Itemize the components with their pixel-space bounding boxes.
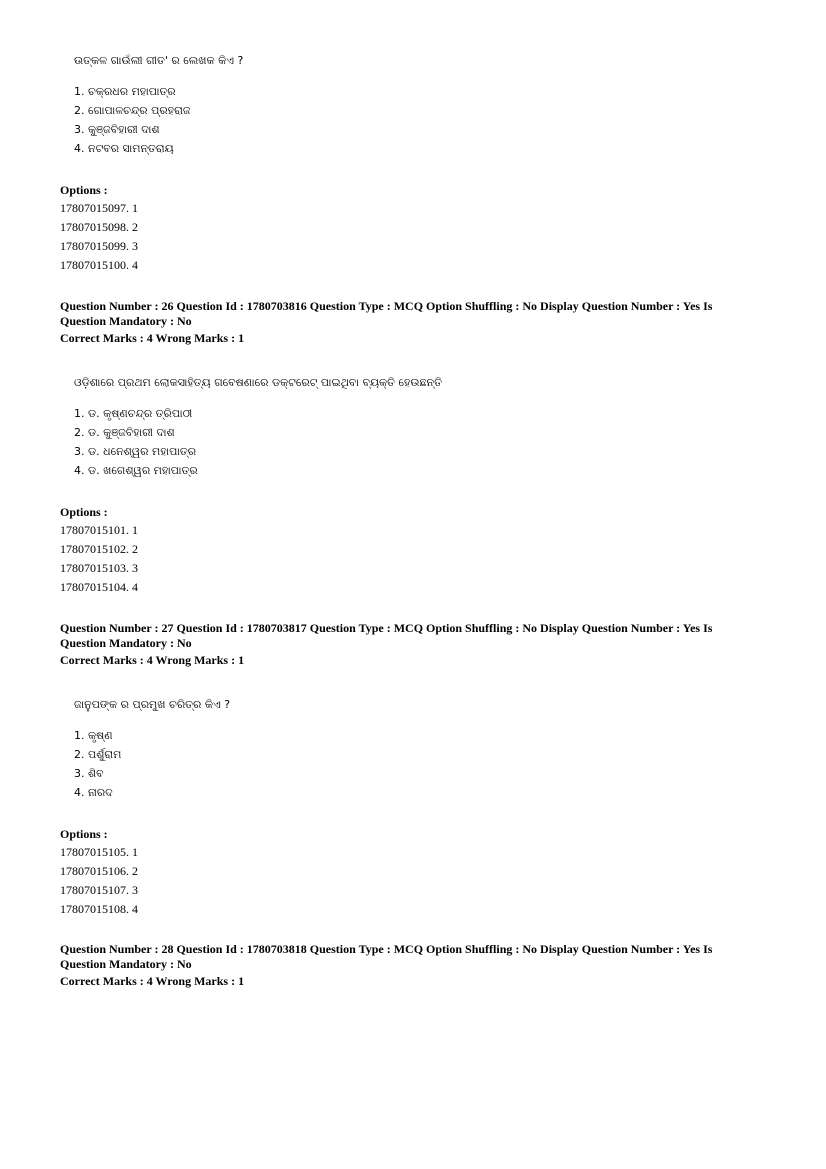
option-id-row: 17807015107. 3 xyxy=(60,883,138,897)
options-heading: Options : xyxy=(60,827,108,841)
option-id-row: 17807015105. 1 xyxy=(60,845,138,859)
choice-label: ପର୍ଶୁରାମ xyxy=(88,748,122,761)
question-meta-line: Question Number : 26 Question Id : 1780703816 Question Type : MCQ Option Shuffling : No Display Question Number : Yes Is xyxy=(60,299,713,313)
choice-item xyxy=(74,764,760,783)
question-text: ଜାନୁପଙ୍କ ର ପ୍ରମୁଖ ଚରିତ୍ର କିଏ ? xyxy=(74,698,231,711)
choice-item xyxy=(74,442,760,461)
option-id-row: 17807015103. 3 xyxy=(60,561,138,575)
question-text: ଓଡ଼ିଶାରେ ପ୍ରଥମ ଲୋକସାହିତ୍ୟ ଗବେଷଣାରେ ଡକ୍ଟରେଟ୍ ପାଇଥିବା ବ୍ୟକ୍ତି ହେଉଛନ୍ତି xyxy=(74,376,442,389)
choice-number: 3. xyxy=(74,445,85,458)
marks-line: Correct Marks : 4 Wrong Marks : 1 xyxy=(60,653,245,667)
choice-number: 2. xyxy=(74,426,85,439)
option-id-row: 17807015097. 1 xyxy=(60,201,138,215)
choice-label: କୃଷ୍ଣ xyxy=(88,729,113,742)
question-27 xyxy=(60,696,760,802)
question-meta-line: Question Number : 27 Question Id : 1780703817 Question Type : MCQ Option Shuffling : No Display Question Number : Yes Is xyxy=(60,621,713,635)
question-meta-line: Question Mandatory : No xyxy=(60,957,192,971)
option-id-row: 17807015104. 4 xyxy=(60,580,138,594)
choice-label: ଡ. ଖଗେଶ୍ୱର ମହାପାତ୍ର xyxy=(88,464,198,477)
choice-item xyxy=(74,404,760,423)
choice-label: ଚକ୍ରଧର ମହାପାତ୍ର xyxy=(88,85,176,98)
choice-item xyxy=(74,139,760,158)
choice-label: ଗୋପାଳଚନ୍ଦ୍ର ପ୍ରହରାଜ xyxy=(88,104,191,117)
choice-number: 3. xyxy=(74,123,85,136)
options-heading: Options : xyxy=(60,505,108,519)
choice-label: ନଟବର ସାମନ୍ତରାୟ xyxy=(88,142,174,155)
question-meta-line: Question Number : 28 Question Id : 1780703818 Question Type : MCQ Option Shuffling : No Display Question Number : Yes Is xyxy=(60,942,713,956)
choice-label: କୁଞ୍ଜବିହାରୀ ଦାଶ xyxy=(88,123,160,136)
question-meta-line: Question Mandatory : No xyxy=(60,636,192,650)
choice-item xyxy=(74,423,760,442)
options-block-27 xyxy=(60,825,760,919)
options-block-26 xyxy=(60,503,760,597)
question-26 xyxy=(60,374,760,480)
option-id-row: 17807015108. 4 xyxy=(60,902,138,916)
choice-item xyxy=(74,461,760,480)
choice-item xyxy=(74,783,760,802)
choice-item xyxy=(74,745,760,764)
marks-line: Correct Marks : 4 Wrong Marks : 1 xyxy=(60,974,245,988)
choice-number: 4. xyxy=(74,142,85,155)
option-id-row: 17807015100. 4 xyxy=(60,258,138,272)
choice-item xyxy=(74,82,760,101)
choice-label: ନାରଦ xyxy=(88,786,113,799)
option-id-row: 17807015101. 1 xyxy=(60,523,138,537)
question-26-header xyxy=(60,299,760,347)
option-id-row: 17807015099. 3 xyxy=(60,239,138,253)
choice-number: 2. xyxy=(74,748,85,761)
choice-label: ଡ. କୃଷ୍ଣଚନ୍ଦ୍ର ତ୍ରିପାଠୀ xyxy=(88,407,193,420)
question-25 xyxy=(60,52,760,158)
choice-list xyxy=(74,82,760,158)
choice-number: 4. xyxy=(74,786,85,799)
choice-number: 4. xyxy=(74,464,85,477)
choice-number: 3. xyxy=(74,767,85,780)
options-heading: Options : xyxy=(60,183,108,197)
question-text: ଉତ୍କଳ ଗାଉଁଲୀ ଗୀତ' ର ଲେଖକ କିଏ ? xyxy=(74,54,244,67)
option-id-row: 17807015106. 2 xyxy=(60,864,138,878)
option-id-row: 17807015098. 2 xyxy=(60,220,138,234)
choice-list xyxy=(74,726,760,802)
choice-number: 1. xyxy=(74,85,85,98)
choice-label: ଶିବ xyxy=(88,767,104,780)
question-meta-line: Question Mandatory : No xyxy=(60,314,192,328)
question-27-header xyxy=(60,621,760,669)
choice-label: ଡ. ଧନେଶ୍ୱର ମହାପାତ୍ର xyxy=(88,445,197,458)
choice-item xyxy=(74,120,760,139)
options-block-25 xyxy=(60,181,760,275)
choice-list xyxy=(74,404,760,480)
option-id-row: 17807015102. 2 xyxy=(60,542,138,556)
choice-number: 1. xyxy=(74,407,85,420)
choice-label: ଡ. କୁଞ୍ଜବିହାରୀ ଦାଶ xyxy=(88,426,175,439)
choice-item xyxy=(74,101,760,120)
choice-number: 2. xyxy=(74,104,85,117)
marks-line: Correct Marks : 4 Wrong Marks : 1 xyxy=(60,331,245,345)
choice-number: 1. xyxy=(74,729,85,742)
choice-item xyxy=(74,726,760,745)
question-28-header xyxy=(60,942,760,990)
